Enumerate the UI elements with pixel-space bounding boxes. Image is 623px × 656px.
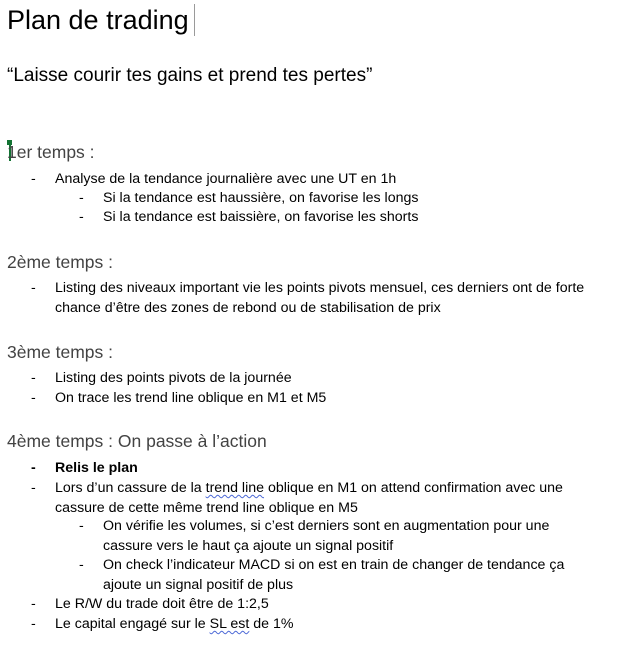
bullet-dash: - (79, 190, 84, 206)
document-quote[interactable]: “Laisse courir tes gains et prend tes pertes” (7, 65, 373, 86)
list-item-text: Analyse de la tendance journalière avec une UT en 1h (55, 171, 397, 187)
list-item-text: Le R/W du trade doit être de 1:2,5 (55, 596, 269, 612)
list-item-text: On trace les trend line oblique en M1 et M5 (55, 390, 327, 406)
list-item-text: Lors d’un cassure de la trend line oblique en M1 on attend confirmation avec une cassure de cette même trend line oblique en M5 (55, 480, 563, 516)
spellcheck-underline[interactable]: trend line (205, 480, 265, 496)
bullet-dash: - (31, 171, 36, 187)
list-item-text: On check l’indicateur MACD si on est en train de changer de tendance ça ajoute un signal positif de plus (103, 557, 565, 593)
spellcheck-underline[interactable]: SL est (209, 616, 250, 632)
list-item[interactable] (31, 368, 615, 388)
list-item[interactable] (31, 614, 615, 634)
bullet-dash: - (31, 596, 36, 612)
list-item[interactable] (31, 278, 610, 318)
list-item[interactable] (31, 478, 595, 518)
list-item-text: Si la tendance est haussière, on favorise les longs (103, 190, 419, 206)
text-cursor (194, 4, 195, 36)
list-item[interactable] (31, 169, 615, 189)
list-item-text: Le capital engagé sur le SL est de 1% (55, 616, 294, 632)
section-heading-1[interactable]: 1er temps : (7, 142, 95, 162)
bullet-dash: - (31, 370, 36, 386)
bullet-dash: - (31, 280, 36, 296)
bullet-dash: - (79, 557, 84, 573)
bullet-dash: - (31, 616, 36, 632)
bullet-dash: - (31, 480, 36, 496)
list-item-text: Si la tendance est baissière, on favorise les shorts (103, 209, 419, 225)
sub-list-item[interactable] (79, 188, 603, 208)
list-item[interactable] (31, 388, 615, 408)
list-item-text: On vérifie les volumes, si c’est derniers sont en augmentation pour une cassure vers le haut ça ajoute un signal positif (103, 518, 550, 554)
bullet-dash: - (31, 460, 36, 476)
bullet-dash: - (79, 518, 84, 534)
section-heading-4[interactable]: 4ème temps : On passe à l’action (7, 431, 267, 451)
bullet-dash: - (31, 390, 36, 406)
section-heading-3[interactable]: 3ème temps : (7, 342, 114, 362)
sub-list-item[interactable] (79, 207, 603, 227)
section-heading-2[interactable]: 2ème temps : (7, 252, 114, 272)
bullet-dash: - (79, 209, 84, 225)
list-item-text: Relis le plan (55, 460, 138, 476)
document-title[interactable]: Plan de trading (7, 5, 189, 35)
list-item-text: Listing des points pivots de la journée (55, 370, 292, 386)
sub-list-item[interactable] (79, 516, 583, 556)
list-item[interactable] (31, 594, 615, 614)
sub-list-item[interactable] (79, 555, 593, 595)
list-item-text: Listing des niveaux important vie les points pivots mensuel, ces derniers ont de forte chance d’être des zones de rebond ou de stabilisation de prix (55, 280, 585, 316)
list-item[interactable] (31, 458, 615, 478)
